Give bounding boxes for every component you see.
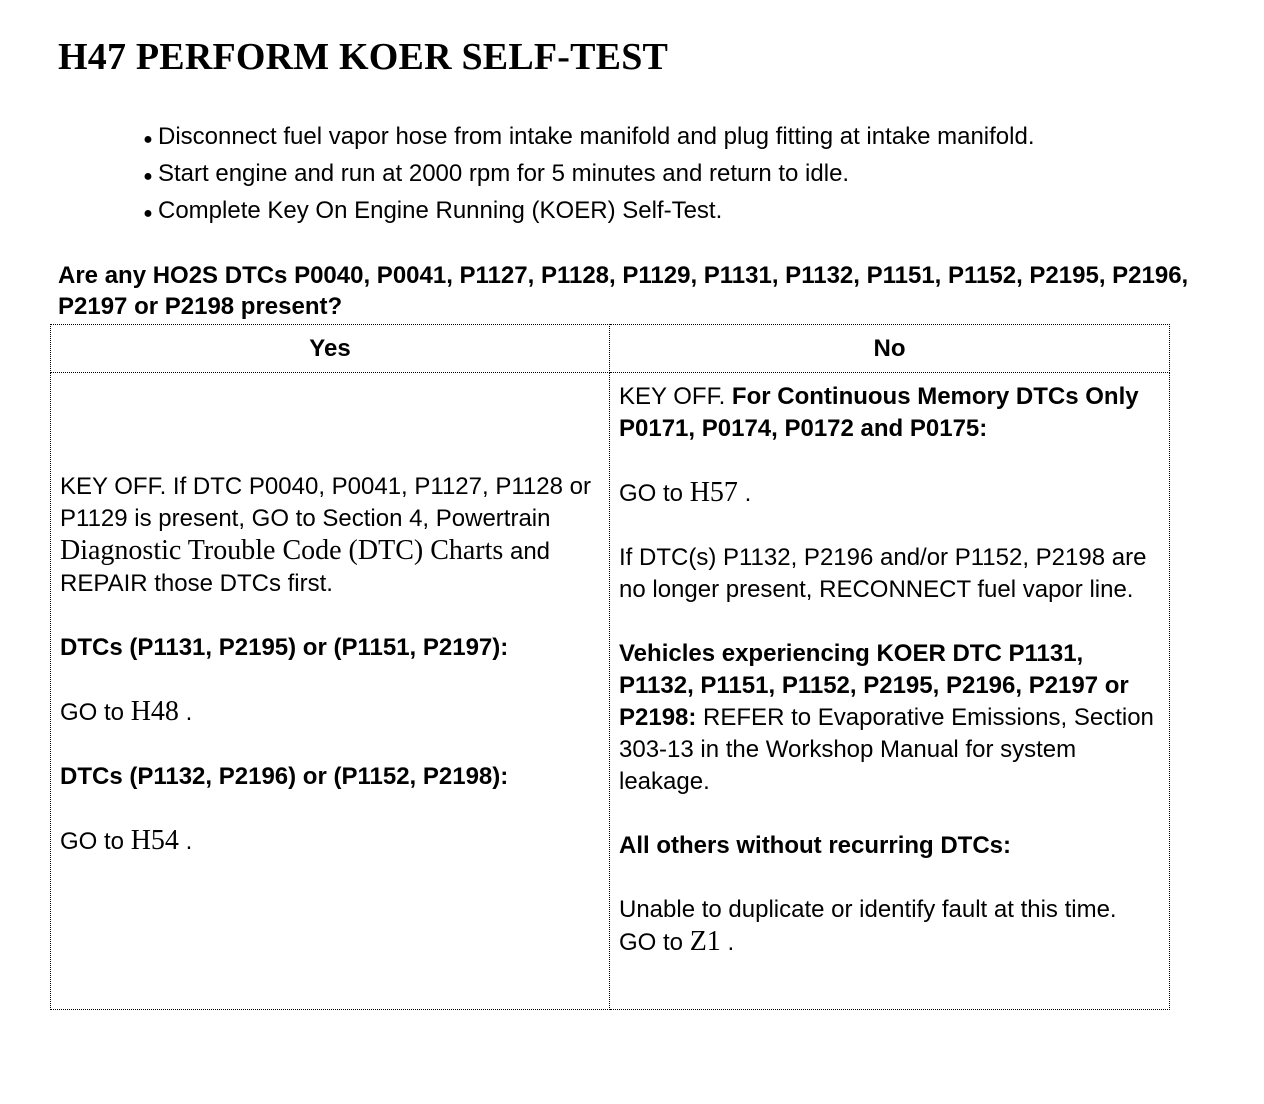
table-body-row <box>51 373 1170 1010</box>
no-key-off-paragraph: KEY OFF. For Continuous Memory DTCs Only P0171, P0174, P0172 and P0175: <box>619 383 1139 442</box>
h48-link[interactable]: H48 <box>130 696 179 727</box>
step-text: Start engine and run at 2000 rpm for 5 minutes and return to idle. <box>158 160 850 187</box>
yes-group2-goto: GO to H54 . <box>60 825 193 856</box>
yes-cell <box>51 373 610 1010</box>
step-list <box>138 120 1035 231</box>
memory-dtc-label: For Continuous Memory DTCs Only P0171, P0174, P0172 and P0175: <box>619 383 1139 442</box>
step-text: Disconnect fuel vapor hose from intake manifold and plug fitting at intake manifold. <box>158 123 1035 150</box>
h57-link[interactable]: H57 <box>689 477 738 508</box>
decision-table <box>50 324 1170 1010</box>
yes-group2-label: DTCs (P1132, P2196) or (P1152, P2198): <box>60 763 509 790</box>
step-item <box>138 194 1035 231</box>
bullet-icon: ● <box>143 168 153 185</box>
page-title: H47 PERFORM KOER SELF-TEST <box>58 36 669 78</box>
no-goto-h57: GO to H57 . <box>619 477 752 508</box>
yes-header: Yes <box>51 325 610 373</box>
table-header-row <box>51 325 1170 373</box>
dtc-question: Are any HO2S DTCs P0040, P0041, P1127, P1128, P1129, P1131, P1132, P1151, P1152, P2195, P2196, P2197 or P2198 present? <box>58 262 1189 320</box>
no-header: No <box>610 325 1170 373</box>
bullet-icon: ● <box>143 205 153 222</box>
vehicles-label: Vehicles experiencing KOER DTC P1131, P1132, P1151, P1152, P2195, P2196, P2197 or P2198: <box>619 640 1129 731</box>
step-item <box>138 157 1035 194</box>
unable-paragraph: Unable to duplicate or identify fault at this time. GO to Z1 . <box>619 896 1117 957</box>
yes-group1-label: DTCs (P1131, P2195) or (P1151, P2197): <box>60 634 509 661</box>
bullet-icon: ● <box>143 131 153 148</box>
vehicles-paragraph: Vehicles experiencing KOER DTC P1131, P1132, P1151, P1152, P2195, P2196, P2197 or P2198: REFER to Evaporative Emissions, Section 303-13 in the Workshop Manual for system leakage. <box>619 640 1154 795</box>
all-others-label: All others without recurring DTCs: <box>619 832 1012 859</box>
step-text: Complete Key On Engine Running (KOER) Self-Test. <box>158 197 723 224</box>
dtc-charts-link[interactable]: Diagnostic Trouble Code (DTC) Charts <box>60 535 504 566</box>
yes-group1-goto: GO to H48 . <box>60 696 193 727</box>
z1-link[interactable]: Z1 <box>689 926 721 957</box>
no-cell <box>610 373 1170 1010</box>
h54-link[interactable]: H54 <box>130 825 179 856</box>
yes-key-off-paragraph: KEY OFF. If DTC P0040, P0041, P1127, P1128 or P1129 is present, GO to Section 4, Powertrain Diagnostic Trouble Code (DTC) Charts and REPAIR those DTCs first. <box>60 473 591 597</box>
step-item <box>138 120 1035 157</box>
reconnect-paragraph: If DTC(s) P1132, P2196 and/or P1152, P2198 are no longer present, RECONNECT fuel vapor line. <box>619 544 1147 603</box>
